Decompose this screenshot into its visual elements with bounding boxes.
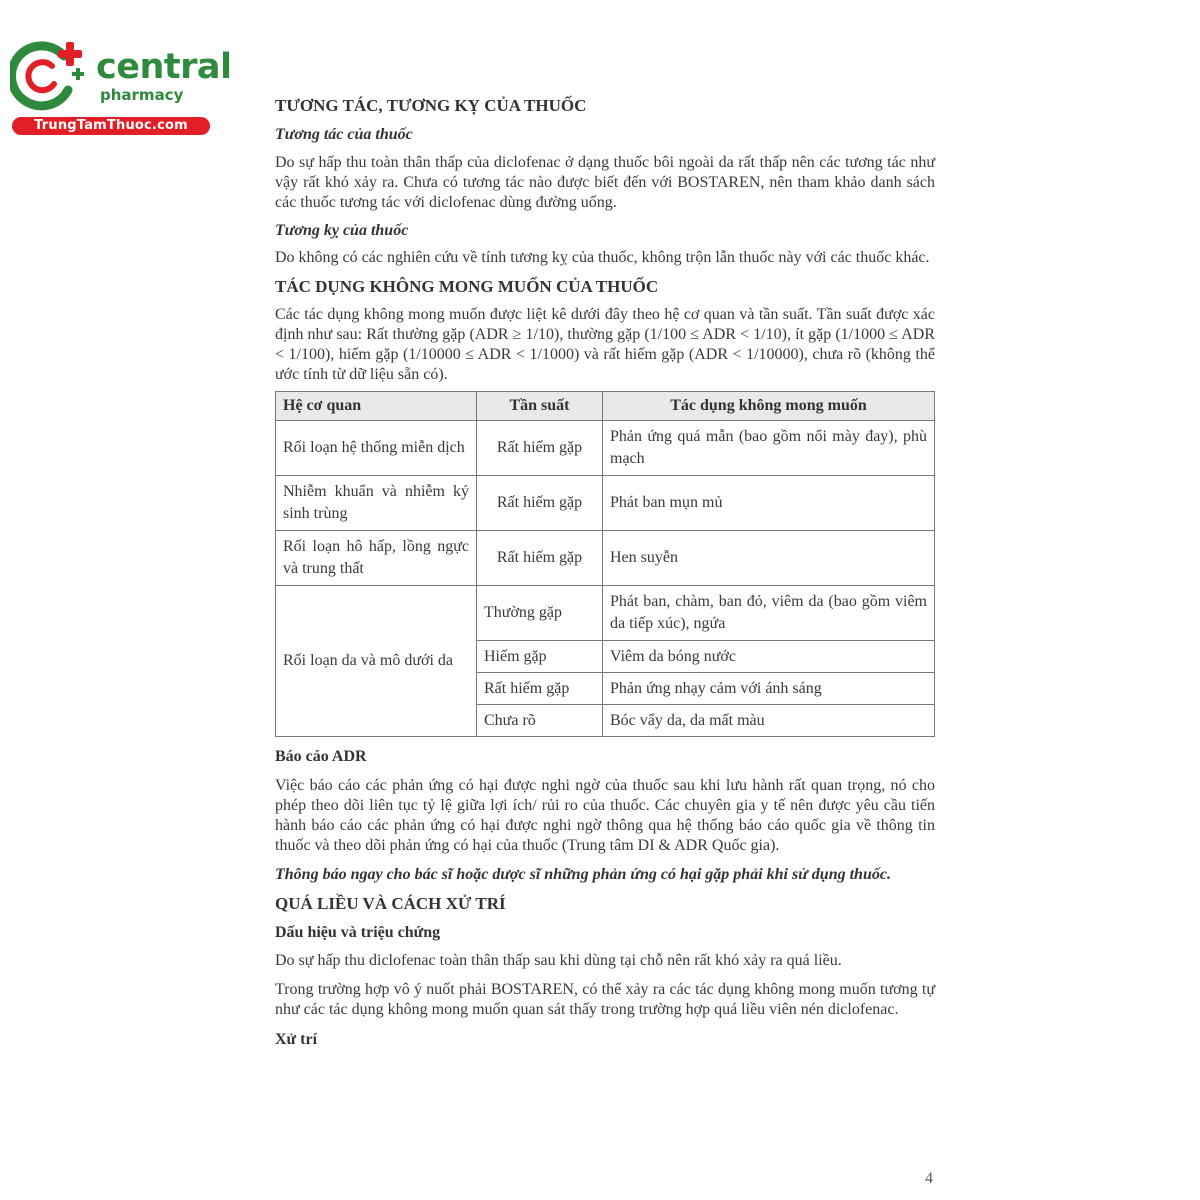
effect-cell: Phát ban mụn mủ xyxy=(603,476,935,531)
incompatibility-paragraph: Do không có các nghiên cứu về tính tương kỵ của thuốc, không trộn lẫn thuốc này với các thuốc khác. xyxy=(275,249,930,266)
frequency-cell: Rất hiếm gặp xyxy=(477,421,603,476)
logo-website: TrungTamThuoc.com xyxy=(12,117,210,135)
table-row xyxy=(276,421,935,476)
table-row xyxy=(276,586,935,641)
subheading-incompatibility: Tương kỵ của thuốc xyxy=(275,222,409,239)
frequency-cell: Rất hiếm gặp xyxy=(477,476,603,531)
adverse-effects-intro: Các tác dụng không mong muốn được liệt kê dưới đây theo hệ cơ quan và tần suất. Tần suất được xác định như sau: Rất thường gặp (ADR ≥ 1/10), thường gặp (1/100 ≤ ADR < 1/10), ít gặp (1/1000 ≤ ADR < 1/100), hiếm gặp (1/10000 ≤ ADR < 1/1000) và rất hiếm gặp (ADR < 1/10000), chưa rõ (không thể ước tính từ dữ liệu sẵn có). xyxy=(275,306,935,383)
adr-report-paragraph: Việc báo cáo các phản ứng có hại được nghi ngờ của thuốc sau khi lưu hành rất quan trọng, nó cho phép theo dõi liên tục tỷ lệ giữa lợi ích/ rủi ro của thuốc. Các chuyên gia y tế nên được yêu cầu tiến hành báo cáo các phản ứng có hại được nghi ngờ thông qua hệ thống báo cáo quốc gia về thông tin thuốc và theo dõi phản ứng có hại của thuốc (Trung tâm DI & ADR Quốc gia). xyxy=(275,777,935,854)
effect-cell: Phát ban, chàm, ban đỏ, viêm da (bao gồm viêm da tiếp xúc), ngứa xyxy=(603,586,935,641)
logo-wordmark: central xyxy=(96,47,232,87)
frequency-cell: Rất hiếm gặp xyxy=(477,673,603,705)
organ-cell: Rối loạn hô hấp, lồng ngực và trung thất xyxy=(276,531,477,586)
section-title-overdose: QUÁ LIỀU VÀ CÁCH XỬ TRÍ xyxy=(275,894,506,913)
table-row xyxy=(276,531,935,586)
table-header-organ: Hệ cơ quan xyxy=(276,392,477,421)
document-body xyxy=(275,95,935,1051)
section-title-interactions: TƯƠNG TÁC, TƯƠNG KỴ CỦA THUỐC xyxy=(275,96,587,115)
organ-cell: Nhiễm khuẩn và nhiễm ký sinh trùng xyxy=(276,476,477,531)
frequency-cell: Thường gặp xyxy=(477,586,603,641)
logo-subtitle: pharmacy xyxy=(100,86,184,104)
subheading-interactions: Tương tác của thuốc xyxy=(275,126,413,143)
effect-cell: Hen suyễn xyxy=(603,531,935,586)
frequency-cell: Hiếm gặp xyxy=(477,641,603,673)
organ-cell-skin: Rối loạn da và mô dưới da xyxy=(276,586,477,737)
frequency-cell: Chưa rõ xyxy=(477,705,603,737)
subheading-treatment: Xử trí xyxy=(275,1031,318,1048)
accidental-swallow-paragraph: Trong trường hợp vô ý nuốt phải BOSTAREN, có thể xảy ra các tác dụng không mong muốn tương tự như các tác dụng không mong muốn quan sát thấy trong trường hợp quá liều viên nén diclofenac. xyxy=(275,981,935,1018)
organ-cell: Rối loạn hệ thống miễn dịch xyxy=(276,421,477,476)
table-header-effect: Tác dụng không mong muốn xyxy=(603,392,935,421)
subheading-signs: Dấu hiệu và triệu chứng xyxy=(275,924,441,941)
central-pharmacy-logo-icon xyxy=(10,38,94,114)
table-header-frequency: Tần suất xyxy=(477,392,603,421)
effect-cell: Phản ứng nhạy cảm với ánh sáng xyxy=(603,673,935,705)
signs-paragraph: Do sự hấp thu diclofenac toàn thân thấp sau khi dùng tại chỗ nên rất khó xảy ra quá liều. xyxy=(275,952,842,969)
warning-notice: Thông báo ngay cho bác sĩ hoặc dược sĩ những phản ứng có hại gặp phải khi sử dụng thuốc. xyxy=(275,866,891,883)
frequency-cell: Rất hiếm gặp xyxy=(477,531,603,586)
brand-logo xyxy=(10,38,232,138)
effect-cell: Viêm da bóng nước xyxy=(603,641,935,673)
table-header-row xyxy=(276,392,935,421)
section-title-adverse-effects: TÁC DỤNG KHÔNG MONG MUỐN CỦA THUỐC xyxy=(275,277,659,296)
subheading-adr-report: Báo cáo ADR xyxy=(275,748,367,765)
page-number: 4 xyxy=(925,1170,933,1187)
interactions-paragraph: Do sự hấp thu toàn thân thấp của diclofenac ở dạng thuốc bôi ngoài da rất thấp nên các tương tác như vậy rất khó xảy ra. Chưa có tương tác nào được biết đến với BOSTAREN, nên tham khảo danh sách các thuốc tương tác với diclofenac dùng đường uống. xyxy=(275,154,935,211)
effect-cell: Phản ứng quá mẫn (bao gồm nổi mày đay), phù mạch xyxy=(603,421,935,476)
table-row xyxy=(276,476,935,531)
adverse-effects-table xyxy=(275,391,935,737)
effect-cell: Bóc vẩy da, da mất màu xyxy=(603,705,935,737)
